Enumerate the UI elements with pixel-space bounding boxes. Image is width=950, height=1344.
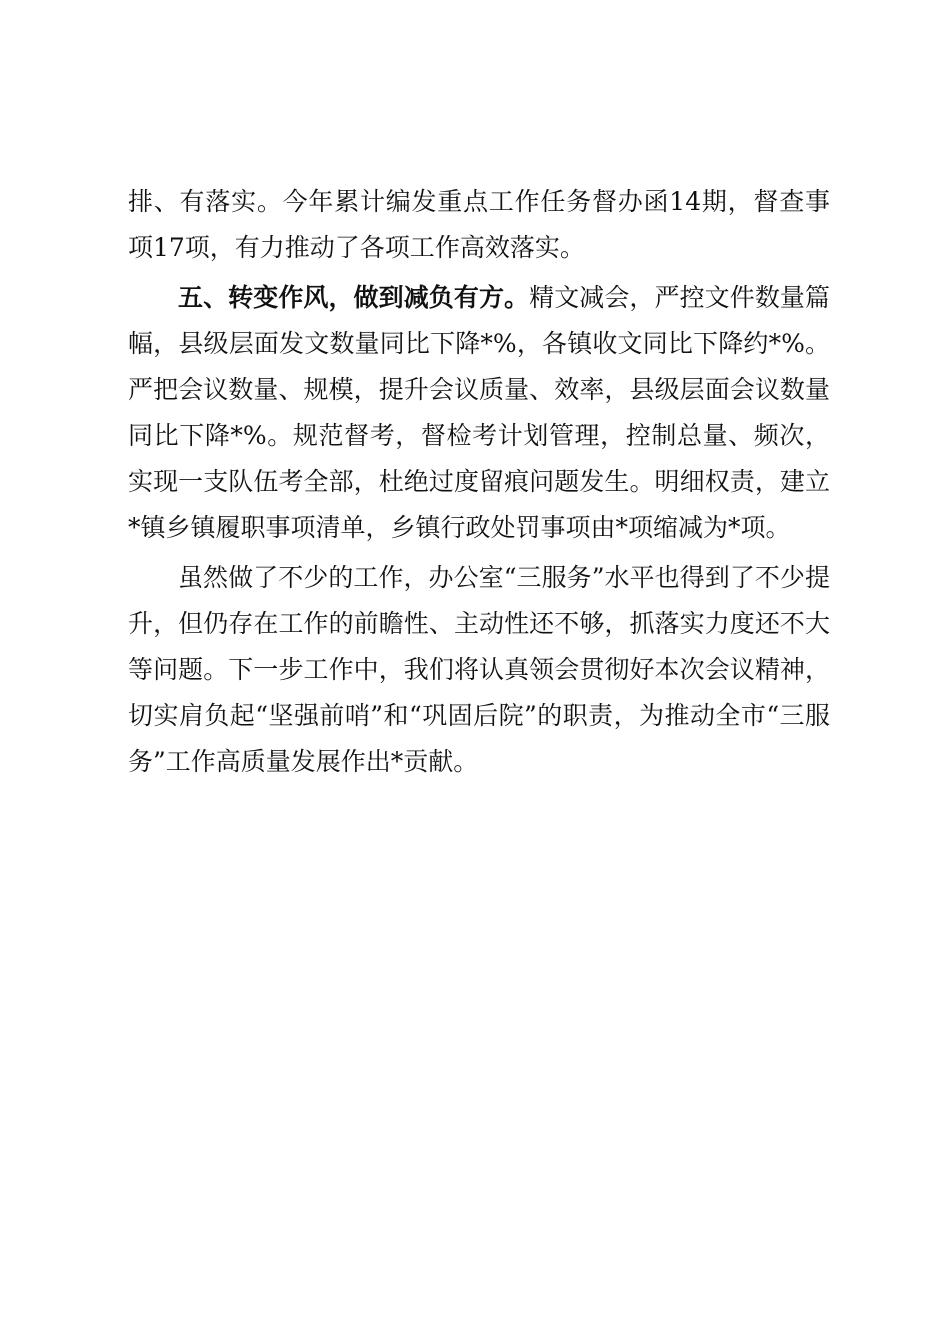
paragraph-conclusion [128, 555, 830, 785]
section-heading: 五、转变作风，做到减负有方。 [178, 283, 530, 312]
paragraph-text: 虽然做了不少的工作，办公室“三服务”水平也得到了不少提升，但仍存在工作的前瞻性、主动性还不够，抓落实力度还不大等问题。下一步工作中，我们将认真领会贯彻好本次会议精神，切实肩负起“坚强前哨”和“巩固后院”的职责，为推动全市“三服务”工作高质量发展作出*贡献。 [128, 563, 830, 776]
paragraph-text: 排、有落实。今年累计编发重点工作任务督办函14期，督查事项17项，有力推动了各项工作高效落实。 [128, 187, 830, 262]
paragraph-text: 精文减会，严控文件数量篇幅，县级层面发文数量同比下降*%，各镇收文同比下降约*%。严把会议数量、规模，提升会议质量、效率，县级层面会议数量同比下降*%。规范督考，督检考计划管理，控制总量、频次，实现一支队伍考全部，杜绝过度留痕问题发生。明细权责，建立*镇乡镇履职事项清单，乡镇行政处罚事项由*项缩减为*项。 [128, 283, 830, 542]
document-body [128, 179, 830, 789]
paragraph-continuation [128, 179, 830, 271]
paragraph-section-five [128, 275, 830, 551]
